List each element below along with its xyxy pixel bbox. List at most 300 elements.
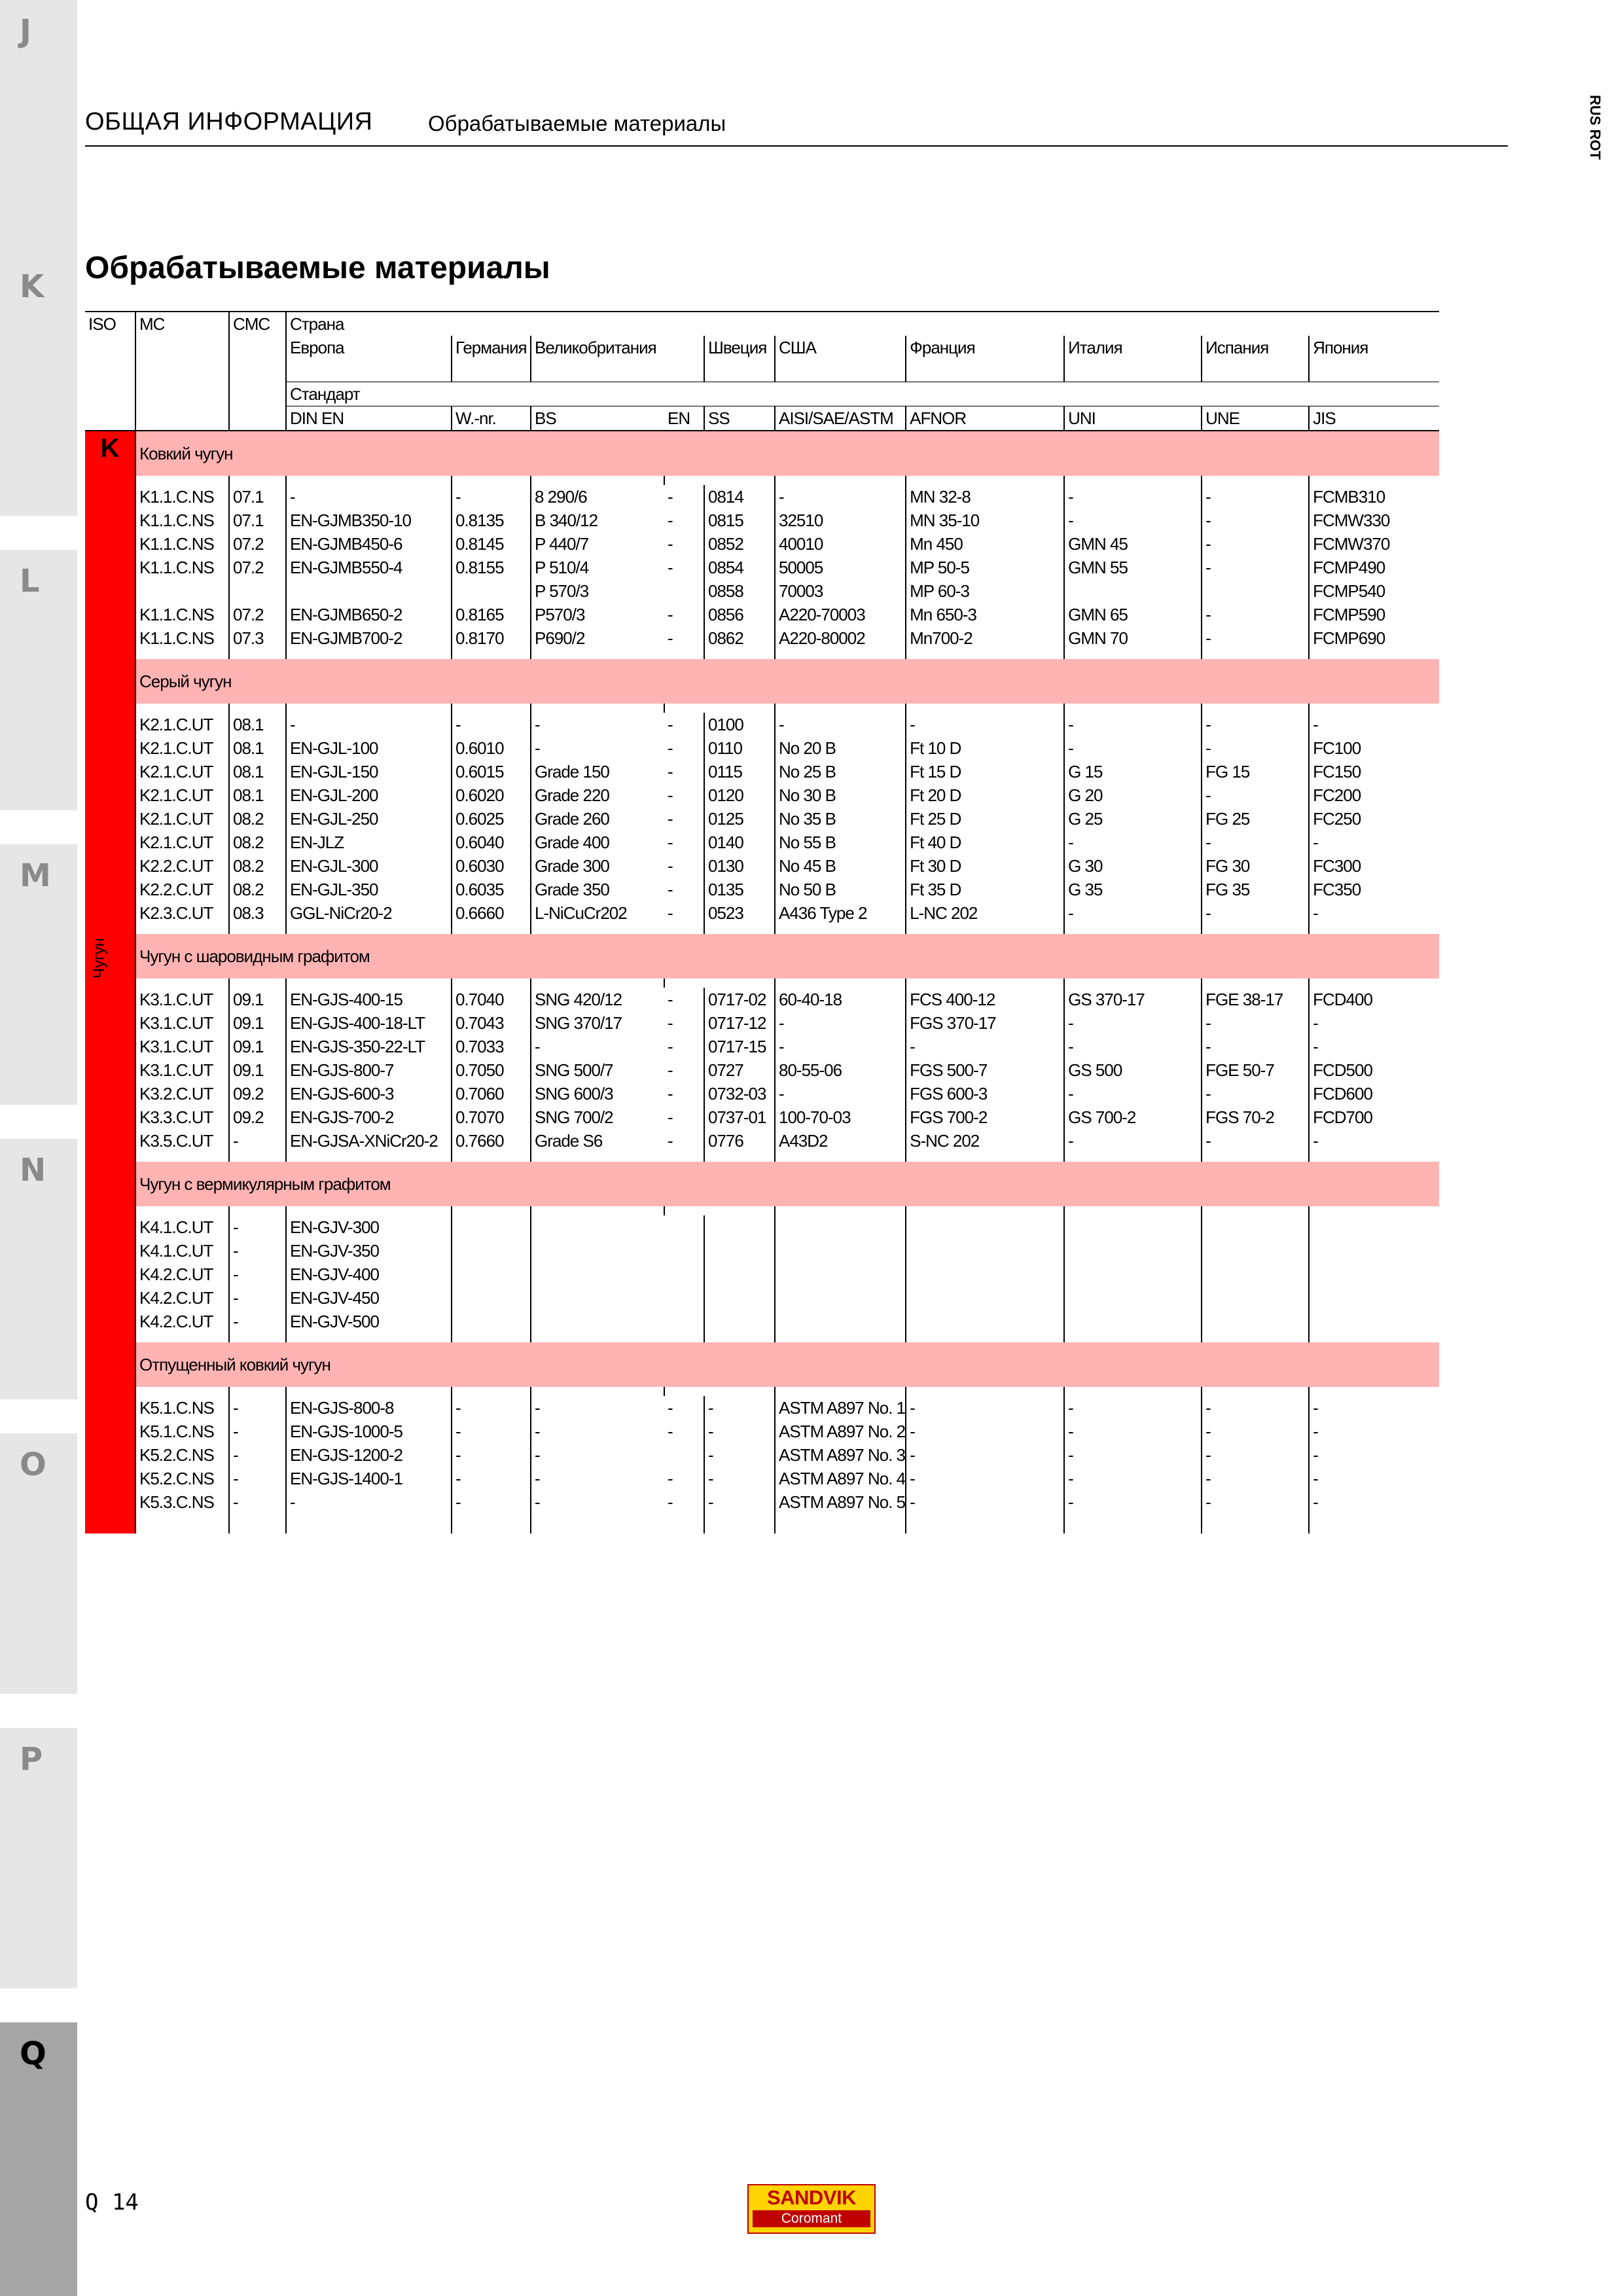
table-cell: 07.2 [229, 556, 286, 579]
table-cell [531, 1514, 664, 1534]
table-cell: JIS [1309, 406, 1439, 431]
table-cell: K1.1.C.NS [135, 556, 229, 579]
table-cell: 0.6660 [452, 901, 531, 925]
table-cell [1064, 1206, 1202, 1215]
table-cell: - [1309, 1035, 1439, 1058]
table-cell: K1.1.C.NS [135, 603, 229, 626]
tab-label: M [20, 857, 51, 894]
table-cell: 0.6020 [452, 783, 531, 807]
table-cell: - [1064, 831, 1202, 854]
table-cell: - [286, 485, 452, 509]
table-cell [664, 579, 704, 603]
table-header-row [85, 406, 1439, 431]
table-row [85, 1058, 1439, 1082]
table-cell [1309, 1286, 1439, 1310]
table-row [85, 485, 1439, 509]
table-cell [452, 1310, 531, 1333]
table-cell: No 45 B [775, 854, 906, 878]
table-cell: GMN 65 [1064, 603, 1202, 626]
table-cell: 0732-03 [704, 1082, 775, 1105]
table-cell: No 25 B [775, 760, 906, 783]
table-cell: 07.3 [229, 626, 286, 650]
table-cell: 08.2 [229, 854, 286, 878]
table-cell: CMC [229, 312, 286, 336]
table-cell: MC [135, 312, 229, 336]
table-cell [664, 1310, 704, 1333]
table-cell [704, 978, 775, 988]
table-cell: 0.7070 [452, 1105, 531, 1129]
logo-text-top: SANDVIK [766, 2186, 856, 2209]
table-cell: - [668, 833, 673, 852]
table-cell: - [1202, 626, 1309, 650]
tab-m[interactable] [0, 844, 77, 1105]
table-cell: 07.1 [229, 485, 286, 509]
table-cell: EN-GJS-1200-2 [286, 1443, 452, 1467]
table-cell [452, 579, 531, 603]
table-cell [704, 1263, 775, 1286]
table-cell: GS 370-17 [1064, 988, 1202, 1011]
iso-group-cell [85, 431, 135, 1534]
table-cell [531, 978, 664, 988]
table-row [85, 1420, 1439, 1443]
table-cell: - [668, 990, 673, 1009]
table-cell [704, 1286, 775, 1310]
table-cell: - [286, 1490, 452, 1514]
table-cell: - [1309, 831, 1439, 854]
table-cell: - [229, 1239, 286, 1263]
table-cell: K3.3.C.UT [135, 1105, 229, 1129]
table-cell [229, 1387, 286, 1396]
table-cell: FCMW330 [1309, 509, 1439, 532]
table-cell [664, 704, 704, 713]
table-cell [775, 1239, 906, 1263]
table-cell [531, 650, 664, 659]
table-cell: - [668, 1060, 673, 1080]
table-cell [452, 1333, 531, 1342]
table-cell [704, 1153, 775, 1162]
table-cell: L-NC 202 [906, 901, 1064, 925]
table-cell: 0717-02 [704, 988, 775, 1011]
spacer-row [85, 704, 1439, 713]
table-cell: - [531, 736, 664, 760]
table-cell [286, 1514, 452, 1534]
table-cell [452, 1239, 531, 1263]
table-cell: BS [531, 406, 664, 431]
tab-k[interactable] [0, 255, 77, 516]
table-cell [664, 925, 704, 934]
table-cell [452, 925, 531, 934]
table-cell: K3.1.C.UT [135, 988, 229, 1011]
table-cell [664, 1239, 704, 1263]
table-cell: - [1064, 1011, 1202, 1035]
table-cell [286, 1206, 452, 1215]
table-cell: EN-GJS-700-2 [286, 1105, 452, 1129]
materials-table [85, 311, 1439, 1534]
table-cell [1309, 925, 1439, 934]
table-cell: 0.8170 [452, 626, 531, 650]
table-cell [229, 704, 286, 713]
table-cell: K3.1.C.UT [135, 1058, 229, 1082]
table-cell [664, 650, 704, 659]
table-cell: - [1309, 1443, 1439, 1467]
table-cell: EN [664, 406, 704, 431]
table-cell: K1.1.C.NS [135, 532, 229, 556]
table-cell: США [775, 336, 906, 382]
table-cell: 0110 [704, 736, 775, 760]
table-cell [775, 925, 906, 934]
table-cell [775, 1206, 906, 1215]
table-cell [1202, 1239, 1309, 1263]
tab-o[interactable] [0, 1433, 77, 1694]
table-cell: - [1064, 1443, 1202, 1467]
table-cell: K4.1.C.UT [135, 1239, 229, 1263]
table-cell [704, 925, 775, 934]
table-cell [135, 925, 229, 934]
table-cell [1202, 1310, 1309, 1333]
table-cell: K3.2.C.UT [135, 1082, 229, 1105]
tab-n[interactable] [0, 1139, 77, 1399]
table-cell [1064, 1153, 1202, 1162]
spacer-row [85, 650, 1439, 659]
table-cell [531, 1310, 664, 1333]
table-cell [531, 1333, 664, 1342]
table-cell: 32510 [775, 509, 906, 532]
table-cell [775, 1286, 906, 1310]
table-cell [1064, 650, 1202, 659]
table-cell: - [668, 1398, 673, 1418]
table-cell [135, 704, 229, 713]
table-cell: 0776 [704, 1129, 775, 1153]
table-cell: 0523 [704, 901, 775, 925]
table-cell: - [906, 1467, 1064, 1490]
table-header-row [85, 382, 1439, 406]
table-cell: Ft 35 D [906, 878, 1064, 901]
table-row [85, 988, 1439, 1011]
table-cell: - [531, 1490, 664, 1514]
tab-q[interactable] [0, 2022, 77, 2296]
table-cell [452, 650, 531, 659]
table-cell: 08.1 [229, 713, 286, 736]
page-number: Q 14 [85, 2189, 139, 2215]
category-label: Чугун с вермикулярным графитом [135, 1162, 1439, 1206]
table-row [85, 1310, 1439, 1333]
table-cell: - [1202, 831, 1309, 854]
table-cell [664, 978, 704, 988]
table-cell: K4.2.C.UT [135, 1286, 229, 1310]
table-cell: - [1064, 1082, 1202, 1105]
category-row [85, 1162, 1439, 1206]
tab-l[interactable] [0, 550, 77, 810]
table-cell [531, 1239, 664, 1263]
table-cell: EN-GJS-800-7 [286, 1058, 452, 1082]
table-cell: K4.2.C.UT [135, 1310, 229, 1333]
table-cell [286, 650, 452, 659]
table-cell: Великобритания [531, 336, 704, 382]
table-cell [531, 1286, 664, 1310]
table-cell: Grade S6 [531, 1129, 664, 1153]
table-cell: - [1202, 1490, 1309, 1514]
table-cell: Grade 400 [531, 831, 664, 854]
table-row [85, 807, 1439, 831]
tab-j[interactable] [0, 0, 77, 260]
table-cell: - [452, 1490, 531, 1514]
table-cell [1064, 1286, 1202, 1310]
table-cell: 0858 [704, 579, 775, 603]
table-cell: B 340/12 [531, 509, 664, 532]
table-row [85, 1011, 1439, 1035]
table-cell: 07.1 [229, 509, 286, 532]
table-cell: FCMW370 [1309, 532, 1439, 556]
table-cell: EN-GJS-1000-5 [286, 1420, 452, 1443]
table-cell [1309, 476, 1439, 485]
table-cell: MP 50-5 [906, 556, 1064, 579]
table-cell: Grade 260 [531, 807, 664, 831]
table-cell: G 20 [1064, 783, 1202, 807]
table-cell: 09.1 [229, 988, 286, 1011]
table-header-row [85, 336, 1439, 382]
table-cell [906, 978, 1064, 988]
spacer-row [85, 1387, 1439, 1396]
table-cell [704, 1206, 775, 1215]
table-cell: - [1202, 1420, 1309, 1443]
table-cell: FGE 38-17 [1202, 988, 1309, 1011]
table-cell [1202, 1333, 1309, 1342]
table-cell: FGS 70-2 [1202, 1105, 1309, 1129]
table-cell [452, 704, 531, 713]
table-cell [775, 1263, 906, 1286]
table-cell: A220-80002 [775, 626, 906, 650]
table-cell [704, 1387, 775, 1396]
table-cell: - [906, 1443, 1064, 1467]
table-cell: - [1064, 901, 1202, 925]
table-cell: FCD600 [1309, 1082, 1439, 1105]
table-cell: 07.2 [229, 603, 286, 626]
table-cell: FGS 600-3 [906, 1082, 1064, 1105]
section-title: ОБЩАЯ ИНФОРМАЦИЯ [85, 108, 373, 135]
table-cell: W.-nr. [452, 406, 531, 431]
spacer-row [85, 978, 1439, 988]
table-cell: - [229, 1396, 286, 1420]
table-cell [775, 1310, 906, 1333]
category-label: Отпущенный ковкий чугун [135, 1342, 1439, 1387]
table-cell: 70003 [775, 579, 906, 603]
table-cell: SNG 500/7 [531, 1058, 664, 1082]
table-cell [286, 704, 452, 713]
table-cell [1202, 476, 1309, 485]
table-cell [531, 1215, 664, 1239]
table-cell: EN-GJS-400-18-LT [286, 1011, 452, 1035]
table-cell: - [1309, 901, 1439, 925]
table-cell: EN-GJL-300 [286, 854, 452, 878]
tab-label: Q [20, 2036, 46, 2072]
table-cell: 0.6040 [452, 831, 531, 854]
table-cell: - [229, 1490, 286, 1514]
table-cell: Швеция [704, 336, 775, 382]
table-cell: MN 35-10 [906, 509, 1064, 532]
table-cell: EN-GJL-150 [286, 760, 452, 783]
table-row [85, 1443, 1439, 1467]
table-cell: GMN 55 [1064, 556, 1202, 579]
table-cell [1064, 579, 1202, 603]
table-cell: FCMP490 [1309, 556, 1439, 579]
table-cell: FCMP590 [1309, 603, 1439, 626]
table-cell: FGS 700-2 [906, 1105, 1064, 1129]
table-cell: 0.8145 [452, 532, 531, 556]
table-cell: 0856 [704, 603, 775, 626]
tab-label: P [20, 1741, 43, 1778]
table-cell: - [704, 1490, 775, 1514]
table-cell [229, 650, 286, 659]
table-cell: - [668, 558, 673, 577]
table-cell: - [1309, 1129, 1439, 1153]
table-cell [1202, 579, 1309, 603]
table-cell [906, 1239, 1064, 1263]
table-cell [135, 1514, 229, 1534]
spacer-row [85, 925, 1439, 934]
table-cell: FCD400 [1309, 988, 1439, 1011]
table-cell: 0.6035 [452, 878, 531, 901]
table-cell: - [1064, 1035, 1202, 1058]
table-cell [1202, 704, 1309, 713]
table-cell: - [668, 715, 673, 734]
table-cell: Страна [286, 312, 1439, 336]
table-cell [664, 1153, 704, 1162]
table-cell [1202, 1514, 1309, 1534]
table-cell: EN-GJMB450-6 [286, 532, 452, 556]
table-cell [452, 978, 531, 988]
table-cell: - [668, 1084, 673, 1103]
table-cell: 0130 [704, 854, 775, 878]
table-cell [531, 925, 664, 934]
table-cell [664, 476, 704, 485]
table-cell [452, 1286, 531, 1310]
table-cell: SNG 420/12 [531, 988, 664, 1011]
table-cell [1064, 476, 1202, 485]
table-cell: K3.1.C.UT [135, 1011, 229, 1035]
table-cell: K2.2.C.UT [135, 854, 229, 878]
table-cell [906, 925, 1064, 934]
table-cell: No 30 B [775, 783, 906, 807]
table-cell: FCD700 [1309, 1105, 1439, 1129]
table-cell: - [704, 1420, 775, 1443]
tab-p[interactable] [0, 1728, 77, 1988]
table-cell: 09.1 [229, 1058, 286, 1082]
page-title: Обрабатываемые материалы [85, 251, 550, 285]
table-cell [1064, 1333, 1202, 1342]
table-cell: G 15 [1064, 760, 1202, 783]
table-cell [1309, 704, 1439, 713]
table-cell: - [531, 1396, 664, 1420]
table-cell [229, 406, 286, 431]
table-cell: GMN 70 [1064, 626, 1202, 650]
table-cell [85, 406, 135, 431]
table-cell [664, 1387, 704, 1396]
table-cell: - [1064, 509, 1202, 532]
table-cell: 0115 [704, 760, 775, 783]
table-cell: EN-GJS-350-22-LT [286, 1035, 452, 1058]
table-cell: P570/3 [531, 603, 664, 626]
table-cell: - [229, 1129, 286, 1153]
table-cell [1202, 1286, 1309, 1310]
category-label: Серый чугун [135, 659, 1439, 704]
table-cell: 07.2 [229, 532, 286, 556]
table-cell: - [1064, 485, 1202, 509]
table-cell: - [229, 1467, 286, 1490]
table-cell: - [668, 1013, 673, 1033]
table-cell [704, 1215, 775, 1239]
table-cell: - [668, 809, 673, 829]
table-cell [664, 1206, 704, 1215]
table-cell [531, 1263, 664, 1286]
table-row [85, 626, 1439, 650]
table-cell [664, 1286, 704, 1310]
table-cell [906, 1153, 1064, 1162]
table-cell: - [452, 1443, 531, 1467]
table-cell: - [531, 713, 664, 736]
table-cell: - [229, 1443, 286, 1467]
table-cell: - [1202, 901, 1309, 925]
table-cell: 08.2 [229, 807, 286, 831]
table-cell [775, 978, 906, 988]
table-cell [775, 1153, 906, 1162]
table-cell [286, 1333, 452, 1342]
table-cell: FC250 [1309, 807, 1439, 831]
table-cell [664, 1514, 704, 1534]
table-cell [531, 704, 664, 713]
table-cell: - [1064, 1129, 1202, 1153]
table-cell: - [775, 1035, 906, 1058]
tab-label: J [20, 13, 31, 50]
table-row [85, 901, 1439, 925]
category-label: Чугун с шаровидным графитом [135, 934, 1439, 978]
table-cell: K3.1.C.UT [135, 1035, 229, 1058]
table-cell [286, 978, 452, 988]
table-cell [229, 336, 286, 382]
table-cell: 09.2 [229, 1105, 286, 1129]
table-cell: - [1202, 1467, 1309, 1490]
table-cell [286, 579, 452, 603]
table-cell: 09.1 [229, 1035, 286, 1058]
table-cell: 0.6015 [452, 760, 531, 783]
table-cell: A436 Type 2 [775, 901, 906, 925]
table-cell [906, 704, 1064, 713]
tab-label: L [20, 563, 40, 600]
table-cell [906, 1387, 1064, 1396]
table-cell: 0.7033 [452, 1035, 531, 1058]
table-cell [135, 1206, 229, 1215]
table-cell: ASTM A897 No. 2 [775, 1420, 906, 1443]
table-cell: K2.1.C.UT [135, 736, 229, 760]
table-cell: Grade 150 [531, 760, 664, 783]
table-cell: 0737-01 [704, 1105, 775, 1129]
table-cell: K1.1.C.NS [135, 626, 229, 650]
table-row [85, 736, 1439, 760]
table-cell: A220-70003 [775, 603, 906, 626]
table-cell: Mn 450 [906, 532, 1064, 556]
table-cell: ASTM A897 No. 1 [775, 1396, 906, 1420]
table-cell [906, 1514, 1064, 1534]
table-cell: - [1064, 713, 1202, 736]
table-cell: Grade 350 [531, 878, 664, 901]
table-cell: - [668, 605, 673, 624]
table-cell [1309, 1153, 1439, 1162]
table-cell: FG 25 [1202, 807, 1309, 831]
table-cell [229, 978, 286, 988]
table-cell: - [531, 1467, 664, 1490]
table-cell: - [668, 1107, 673, 1127]
table-cell: GS 700-2 [1064, 1105, 1202, 1129]
table-cell: SNG 600/3 [531, 1082, 664, 1105]
